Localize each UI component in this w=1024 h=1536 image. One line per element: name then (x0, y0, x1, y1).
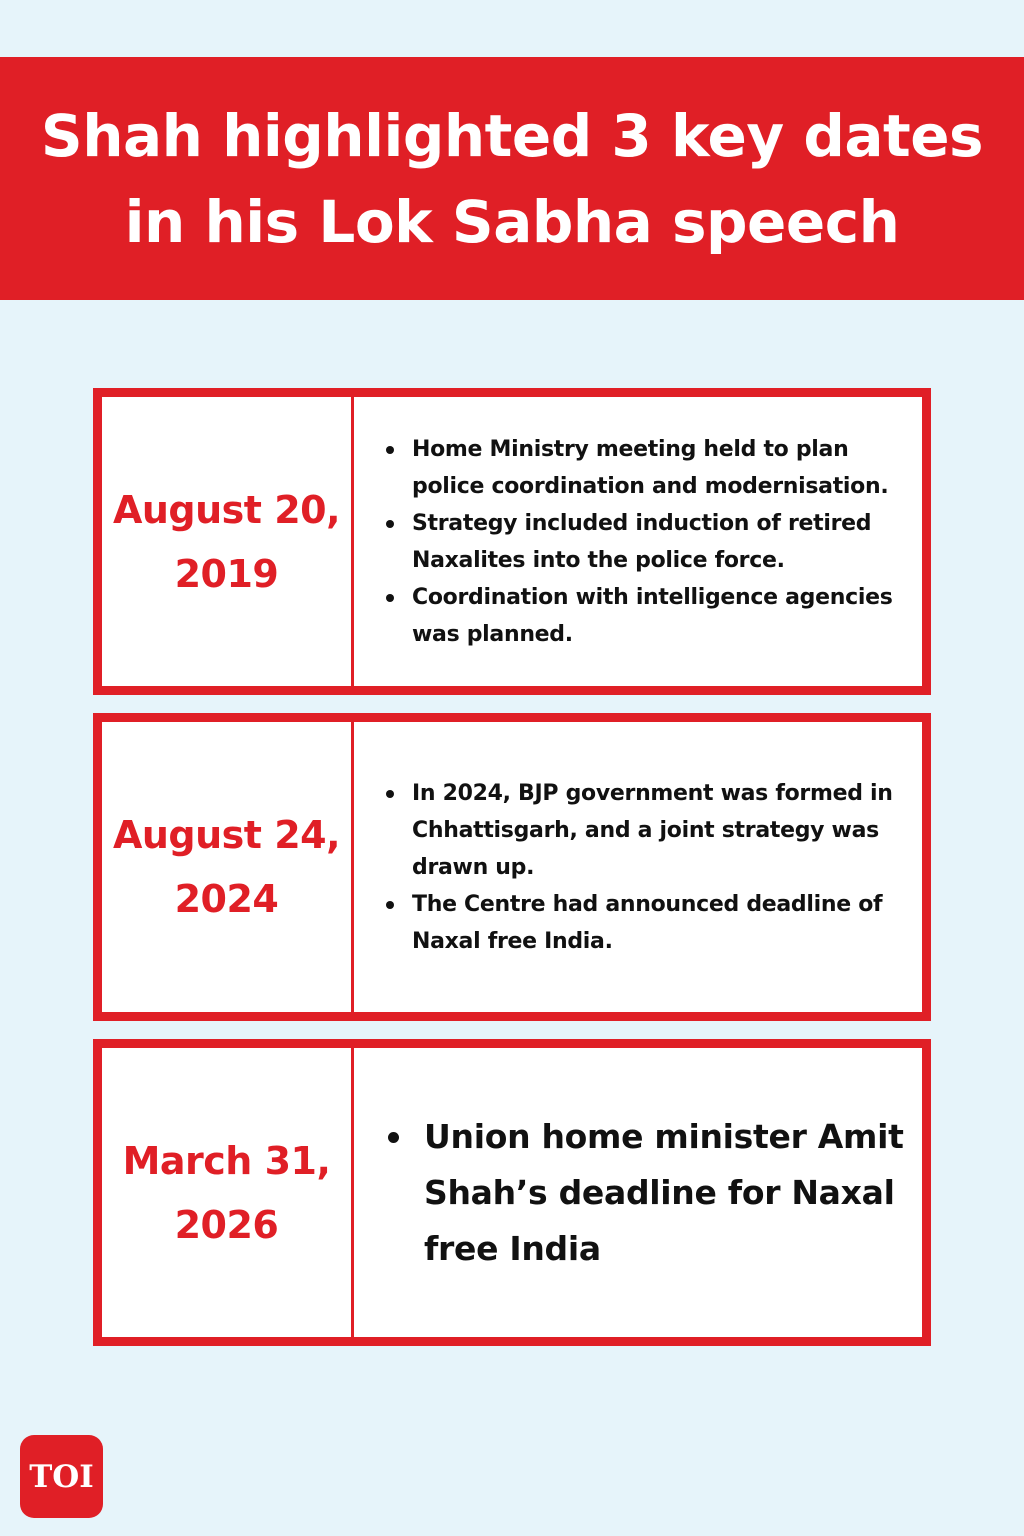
title-line-1: Shah highlighted 3 key dates (40, 101, 984, 170)
event-date-year: 2024 (174, 877, 279, 921)
bullet-item: Home Ministry meeting held to plan police coordination and modernisation. (384, 431, 912, 505)
bullet-item: Union home minister Amit Shah’s deadline for Naxal free India (386, 1109, 912, 1277)
bullet-list (384, 431, 912, 653)
event-date-month-day: March 31, (122, 1138, 331, 1183)
event-date-month-day: August 20, (112, 487, 341, 532)
event-date (102, 1048, 354, 1337)
bullet-item: Strategy included induction of retired Naxalites into the police force. (384, 505, 912, 579)
bullet-item: In 2024, BJP government was formed in Chhattisgarh, and a joint strategy was drawn up. (384, 775, 912, 886)
bullet-item: Coordination with intelligence agencies was planned. (384, 579, 912, 653)
event-date (102, 397, 354, 686)
bullet-item: The Centre had announced deadline of Naxal free India. (384, 886, 912, 960)
event-date-year: 2019 (174, 551, 279, 596)
event-row-2026 (93, 1039, 931, 1346)
event-date-month-day: August 24, (112, 813, 341, 857)
title-banner (0, 57, 1024, 300)
event-details (354, 1048, 922, 1337)
event-details (354, 397, 922, 686)
event-date (102, 722, 354, 1012)
title-line-2: in his Lok Sabha speech (124, 187, 900, 256)
event-details (354, 722, 922, 1012)
bullet-list (386, 1109, 912, 1277)
event-row-2024 (93, 713, 931, 1021)
event-row-2019 (93, 388, 931, 695)
toi-logo: TOI (20, 1435, 103, 1518)
event-date-year: 2026 (174, 1202, 279, 1247)
bullet-list (384, 775, 912, 960)
